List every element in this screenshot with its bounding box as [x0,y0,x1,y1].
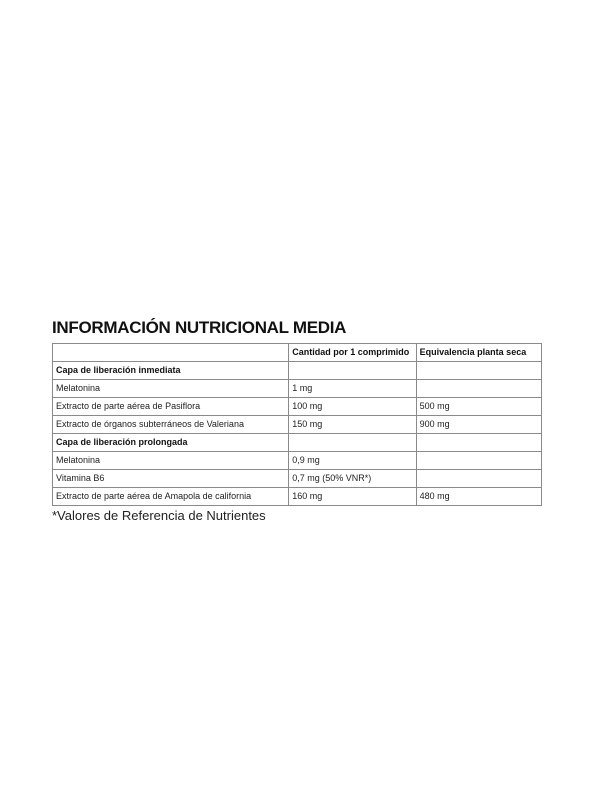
footnote: *Valores de Referencia de Nutrientes [52,508,266,523]
table-row [53,416,542,434]
header-cell-empty [53,344,289,362]
section-row [53,362,542,380]
nutrition-info-panel [52,318,542,524]
table-cell: 150 mg [289,416,416,434]
table-cell: 900 mg [416,416,541,434]
page-title: INFORMACIÓN NUTRICIONAL MEDIA [52,318,347,337]
table-cell: Capa de liberación inmediata [53,362,289,380]
table-row [53,380,542,398]
table-cell: 1 mg [289,380,416,398]
table-cell: 100 mg [289,398,416,416]
table-row [53,488,542,506]
table-cell: 160 mg [289,488,416,506]
table-row [53,470,542,488]
table-cell: Melatonina [53,452,289,470]
table-cell [289,362,416,380]
table-cell: 480 mg [416,488,541,506]
header-cell-equivalence: Equivalencia planta seca [416,344,541,362]
table-cell: 500 mg [416,398,541,416]
table-row [53,452,542,470]
table-cell: Capa de liberación prolongada [53,434,289,452]
table-cell [416,362,541,380]
table-cell: Extracto de parte aérea de Pasiflora [53,398,289,416]
table-cell [416,452,541,470]
table-cell [289,434,416,452]
table-cell: 0,9 mg [289,452,416,470]
table-cell: 0,7 mg (50% VNR*) [289,470,416,488]
table-header-row [53,344,542,362]
table-cell [416,470,541,488]
section-row [53,434,542,452]
table-cell [416,380,541,398]
nutrition-table [52,343,542,506]
table-row [53,398,542,416]
table-cell: Extracto de órganos subterráneos de Valeriana [53,416,289,434]
table-cell: Vitamina B6 [53,470,289,488]
table-cell: Extracto de parte aérea de Amapola de california [53,488,289,506]
header-cell-quantity: Cantidad por 1 comprimido [289,344,416,362]
table-cell: Melatonina [53,380,289,398]
table-cell [416,434,541,452]
